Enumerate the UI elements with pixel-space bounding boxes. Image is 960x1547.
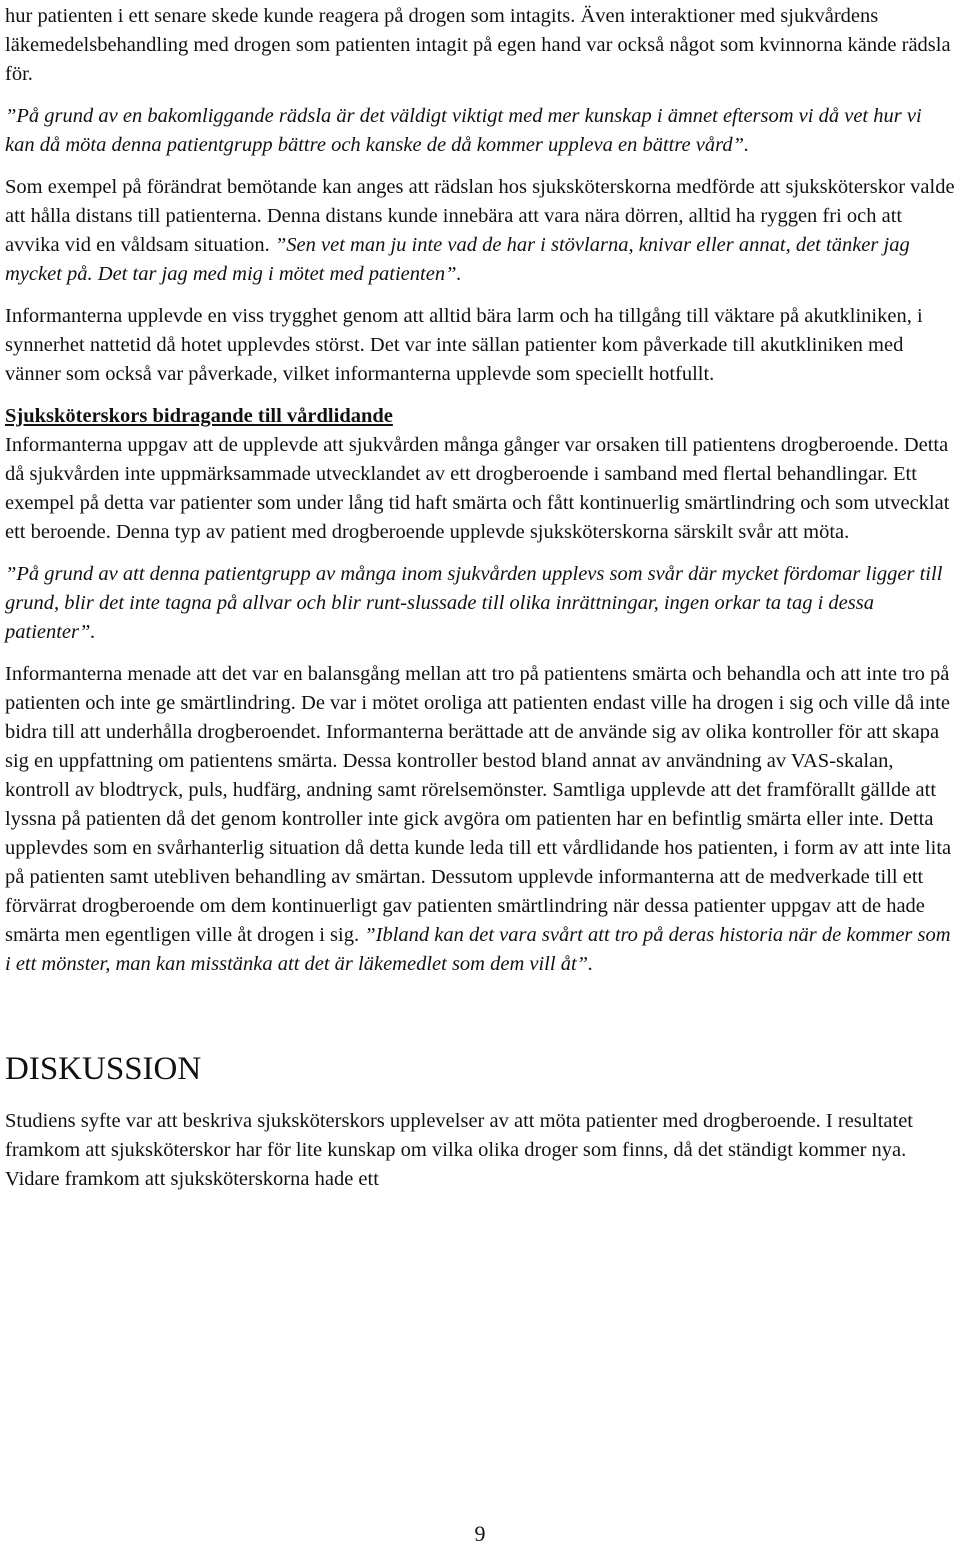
quote-2-text: ”På grund av att denna patientgrupp av många inom sjukvården upplevs som svår där mycket fördomar ligger till grund, blir det inte tagna på allvar och blir runt-slussade till olika inrättningar, ingen orkar ta tag i dessa patienter”. [5, 563, 943, 643]
paragraph-3: Informanterna upplevde en viss trygghet genom att alltid bära larm och ha tillgång till väktare på akutkliniken, i synnerhet nattetid då hotet upplevdes störst. Det var inte sällan patienter kom påverkade till akutkliniken med vänner som också var påverkade, vilket informanterna upplevde som speciellt hotfullt. [5, 305, 923, 385]
quote-1-text: ”På grund av en bakomliggande rädsla är det väldigt viktigt med mer kunskap i ämnet eftersom vi då vet hur vi kan då möta denna patientgrupp bättre och kanske de då kommer uppleva en bättre vård”. [5, 105, 922, 156]
paragraph-6: Studiens syfte var att beskriva sjuksköterskors upplevelser av att möta patienter med drogberoende. I resultatet framkom att sjuksköterskor har för lite kunskap om vilka olika droger som finns, då det ständigt kommer nya. Vidare framkom att sjuksköterskorna hade ett [5, 1110, 913, 1190]
section-title: DISKUSSION [5, 1051, 202, 1087]
paragraph-5-quote: ”Ibland kan det vara svårt att tro på deras historia när de kommer som i ett mönster, man kan misstänka att det är läkemedlet som dem vill åt”. [5, 924, 951, 975]
quote-1 [5, 102, 955, 160]
paragraph-4: Informanterna uppgav att de upplevde att sjukvården många gånger var orsaken till patientens drogberoende. Detta då sjukvården inte uppmärksammade utvecklandet av ett drogberoende i samband med flertal behandlingar. Ett exempel på detta var patienter som under lång tid haft smärta och fått kontinuerlig smärtlindring och som utvecklat ett beroende. Denna typ av patient med drogberoende upplevde sjuksköterskorna särskilt svår att möta. [5, 434, 950, 543]
paragraph-1: hur patienten i ett senare skede kunde reagera på drogen som intagits. Även interaktioner med sjukvårdens läkemedelsbehandling med drogen som patienten intagit på egen hand var också något som kvinnorna kände rädsla för. [5, 5, 951, 85]
document-page [5, 2, 955, 1207]
paragraph-2 [5, 173, 955, 289]
paragraph-2-text: Som exempel på förändrat bemötande kan anges att rädslan hos sjuksköterskorna medförde att sjuksköterskor valde att hålla distans till patienterna. Denna distans kunde innebära att vara nära dörren, alltid ha ryggen fri och att avvika vid en våldsam situation. [5, 176, 955, 256]
subheading: Sjuksköterskors bidragande till vårdlidande [5, 405, 393, 427]
quote-2 [5, 560, 955, 647]
paragraph-5 [5, 660, 955, 979]
paragraph-5-text: Informanterna menade att det var en balansgång mellan att tro på patientens smärta och behandla och att inte tro på patienten och inte ge smärtlindring. De var i mötet oroliga att patienten endast ville ha drogen i sig och ville då inte bidra till att underhålla drogberoendet. Informanterna berättade att de använde sig av olika kontroller för att skapa sig en uppfattning om patientens smärta. Dessa kontroller bestod bland annat av användning av VAS-skalan, kontroll av blodtryck, puls, hudfärg, andning samt rörelsemönster. Samtliga upplevde att det framförallt gällde att lyssna på patienten då det genom kontroller inte gick avgöra om patienten har en befintlig smärta eller inte. Detta upplevdes som en svårhanterlig situation då detta kunde leda till ett vårdlidande hos patienten, i form av att inte lita på patienten samt utebliven behandling av smärtan. Dessutom upplevde informanterna att de medverkade till ett förvärrat drogberoende om dem kontinuerligt gav patienten smärtlindring när dessa patienter uppgav att de hade smärta men egentligen ville åt drogen i sig. [5, 663, 952, 946]
page-number: 9 [474, 1521, 486, 1546]
paragraph-2-quote: ”Sen vet man ju inte vad de har i stövlarna, knivar eller annat, det tänker jag mycket på. Det tar jag med mig i mötet med patienten”. [5, 234, 910, 285]
